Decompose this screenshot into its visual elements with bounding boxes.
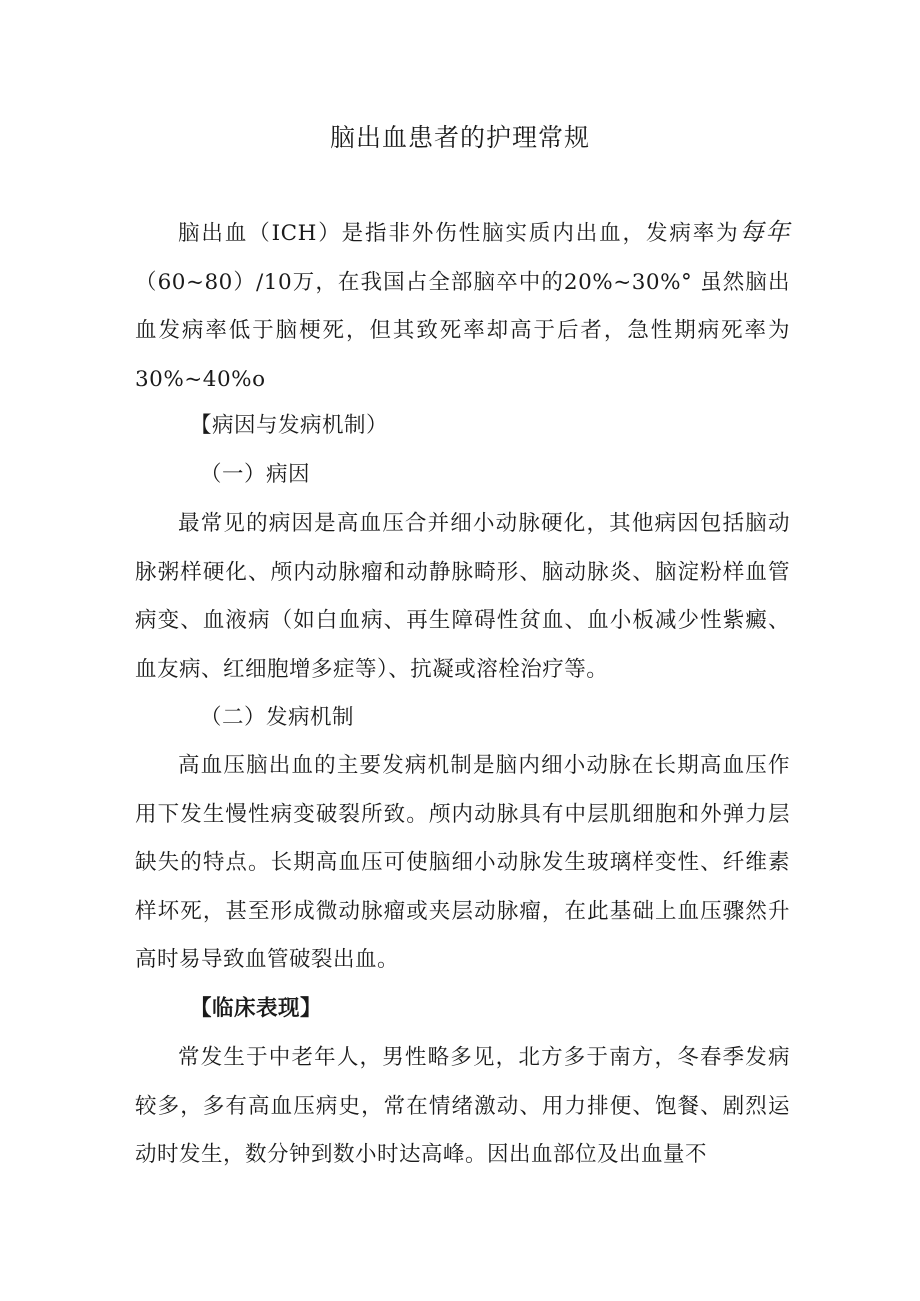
section-heading-etiology: 【病因与发病机制） — [190, 413, 389, 438]
intro-italic-text: 每年 — [739, 218, 791, 246]
clinical-paragraph: 常发生于中老年人，男性略多见，北方多于南方，冬春季发病较多，多有高血压病史，常在情绪激动、用力排便、饱餐、剧烈运动时发生，数分钟到数小时达高峰。因出血部位及出血量不 — [135, 1045, 790, 1168]
intro-text-end: （60~80）/10万，在我国占全部脑卒中的20%~30%° 虽然脑出血发病率低于脑梗死，但其致死率却高于后者，急性期病死率为30%~40%o — [135, 269, 790, 392]
section-heading-clinical: 【临床表现】 — [190, 996, 323, 1021]
subheading-causes: （一）病因 — [200, 462, 311, 487]
mechanism-paragraph: 高血压脑出血的主要发病机制是脑内细小动脉在长期高血压作用下发生慢性病变破裂所致。颅内动脉具有中层肌细胞和外弹力层缺失的特点。长期高血压可使脑细小动脉发生玻璃样变性、纤维素样坏死，甚至形成微动脉瘤或夹层动脉瘤，在此基础上血压骤然升高时易导致血管破裂出血。 — [135, 753, 790, 973]
causes-paragraph: 最常见的病因是高血压合并细小动脉硬化，其他病因包括脑动脉粥样硬化、颅内动脉瘤和动静脉畸形、脑动脉炎、脑淀粉样血管病变、血液病（如白血病、再生障碍性贫血、血小板减少性紫癜、血友病、红细胞增多症等）、抗凝或溶栓治疗等。 — [135, 511, 790, 682]
subheading-mechanism: （二）发病机制 — [200, 705, 355, 730]
intro-paragraph — [135, 208, 790, 404]
document-title: 脑出血患者的护理常规 — [329, 123, 590, 152]
intro-text-start: 脑出血（ICH）是指非外伤性脑实质内出血，发病率为 — [178, 221, 740, 246]
